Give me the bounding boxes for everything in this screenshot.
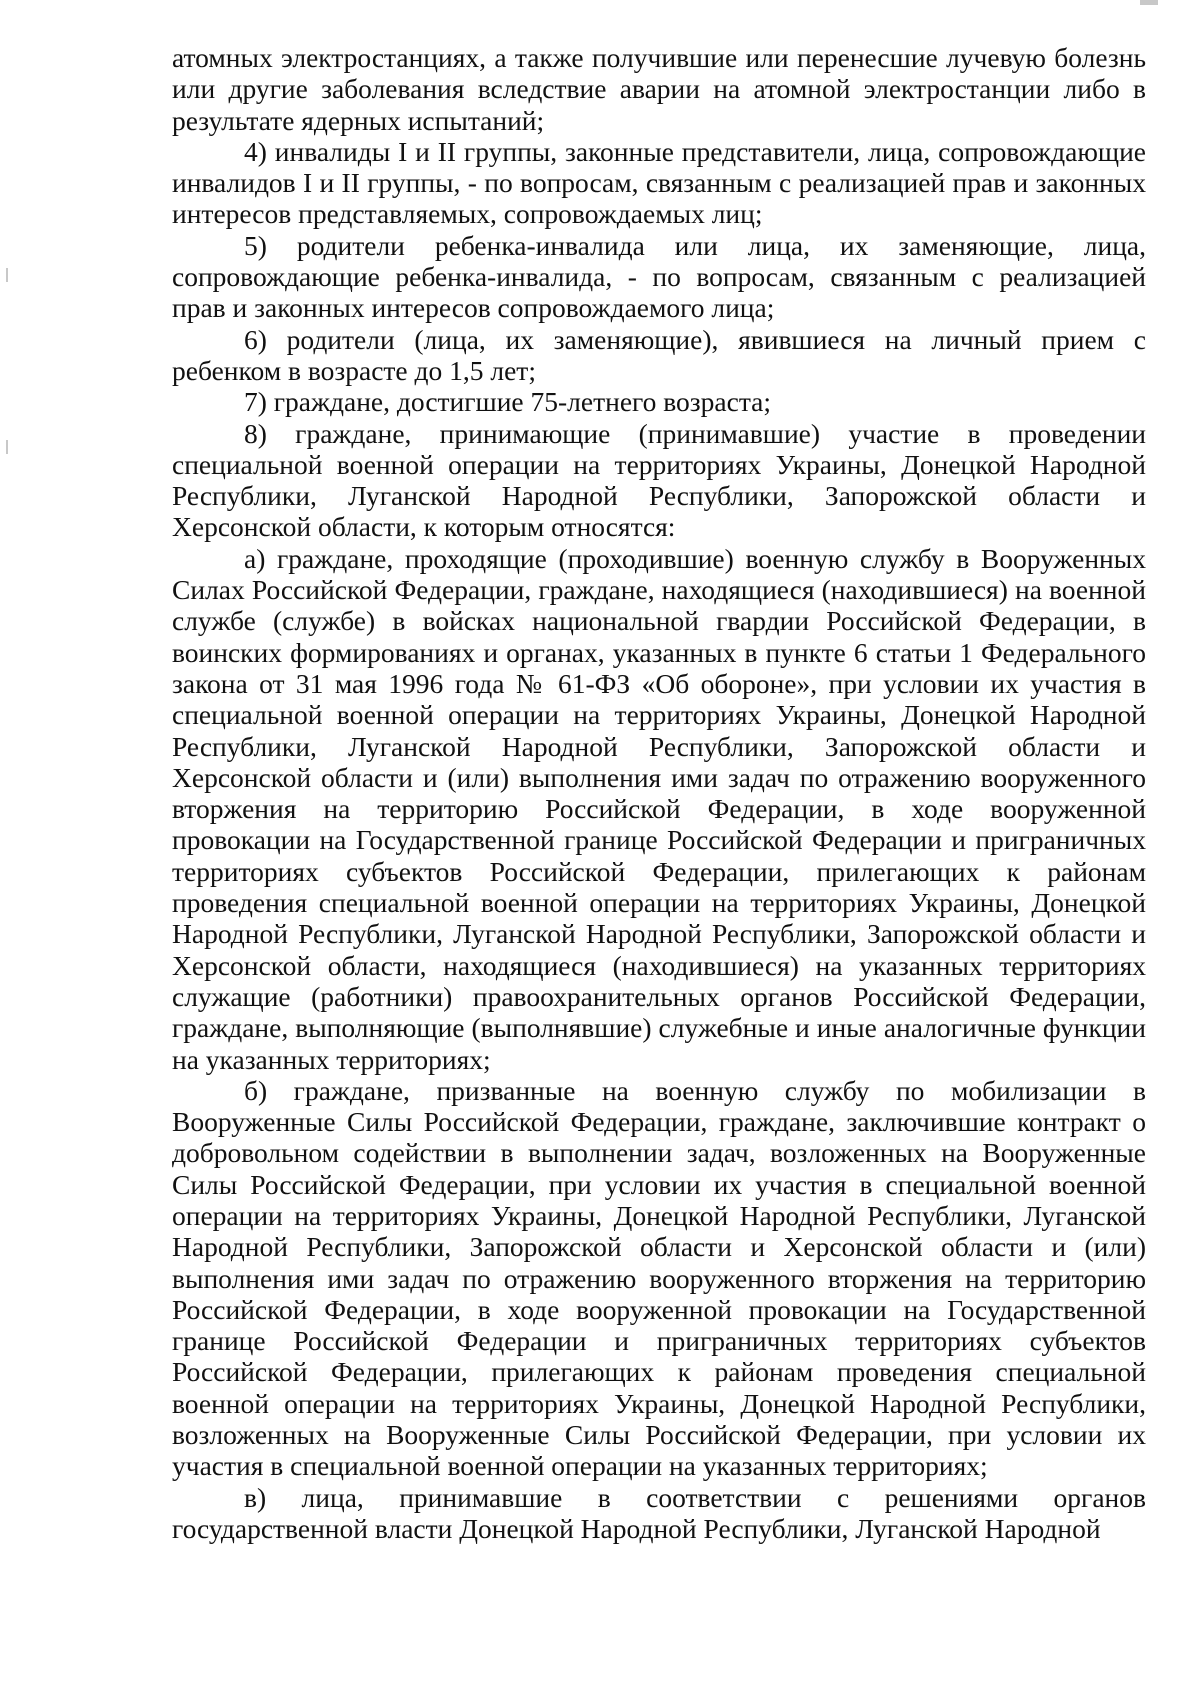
scan-mark-left-2 bbox=[6, 440, 8, 454]
paragraph-subitem-b: б) граждане, призванные на военную службу по мобилизации в Вооруженные Силы Российской Федерации, граждане, заключившие контракт о добровольном содействии в выполнении задач, возложенных на Вооруженные Силы Российской Федерации, при условии их участия в специальной военной операции на территориях Украины, Донецкой Народной Республики, Луганской Народной Республики, Запорожской области и Херсонской области и (или) выполнения ими задач по отражению вооруженного вторжения на территорию Российской Федерации, в ходе вооруженной провокации на Государственной границе Российской Федерации и приграничных территориях субъектов Российской Федерации, прилегающих к районам проведения специальной военной операции на территориях Украины, Донецкой Народной Республики, возложенных на Вооруженные Силы Российской Федерации, при условии их участия в специальной военной операции на указанных территориях; bbox=[172, 1074, 1146, 1482]
scan-mark-left-1 bbox=[6, 268, 8, 282]
paragraph-continuation: атомных электростанциях, а также получившие или перенесшие лучевую болезнь или другие заболевания вследствие аварии на атомной электростанции либо в результате ядерных испытаний; bbox=[172, 42, 1146, 136]
paragraph-item-5: 5) родители ребенка-инвалида или лица, их заменяющие, лица, сопровождающие ребенка-инвалида, - по вопросам, связанным с реализацией прав и законных интересов сопровождаемого лица; bbox=[172, 229, 1146, 324]
paragraph-item-6: 6) родители (лица, их заменяющие), явившиеся на личный прием с ребенком в возрасте до 1,5 лет; bbox=[172, 323, 1146, 386]
scan-mark-top-right bbox=[1140, 0, 1158, 5]
paragraph-item-7: 7) граждане, достигшие 75-летнего возраста; bbox=[244, 386, 772, 418]
document-page bbox=[172, 42, 1146, 1544]
paragraph-subitem-a: а) граждане, проходящие (проходившие) военную службу в Вооруженных Силах Российской Федерации, граждане, находящиеся (находившиеся) на военной службе (службе) в войсках национальной гвардии Российской Федерации, в воинских формированиях и органах, указанных в пункте 6 статьи 1 Федерального закона от 31 мая 1996 года № 61-ФЗ «Об обороне», при условии их участия в специальной военной операции на территориях Украины, Донецкой Народной Республики, Луганской Народной Республики, Запорожской области и Херсонской области и (или) выполнения ими задач по отражению вооруженного вторжения на территорию Российской Федерации, в ходе вооруженной провокации на Государственной границе Российской Федерации и приграничных территориях субъектов Российской Федерации, прилегающих к районам проведения специальной военной операции на территориях Украины, Донецкой Народной Республики, Луганской Народной Республики, Запорожской области и Херсонской области, находящиеся (находившиеся) на указанных территориях служащие (работники) правоохранительных органов Российской Федерации, граждане, выполняющие (выполнявшие) служебные и иные аналогичные функции на указанных территориях; bbox=[172, 542, 1146, 1075]
paragraph-item-8: 8) граждане, принимающие (принимавшие) участие в проведении специальной военной операции на территориях Украины, Донецкой Народной Республики, Луганской Народной Республики, Запорожской области и Херсонской области, к которым относятся: bbox=[172, 417, 1146, 543]
paragraph-subitem-v: в) лица, принимавшие в соответствии с решениями органов государственной власти Донецкой Народной Республики, Луганской Народной bbox=[172, 1481, 1146, 1544]
paragraph-item-4: 4) инвалиды I и II группы, законные представители, лица, сопровождающие инвалидов I и II группы, - по вопросам, связанным с реализацией прав и законных интересов представляемых, сопровождаемых лиц; bbox=[172, 135, 1146, 230]
